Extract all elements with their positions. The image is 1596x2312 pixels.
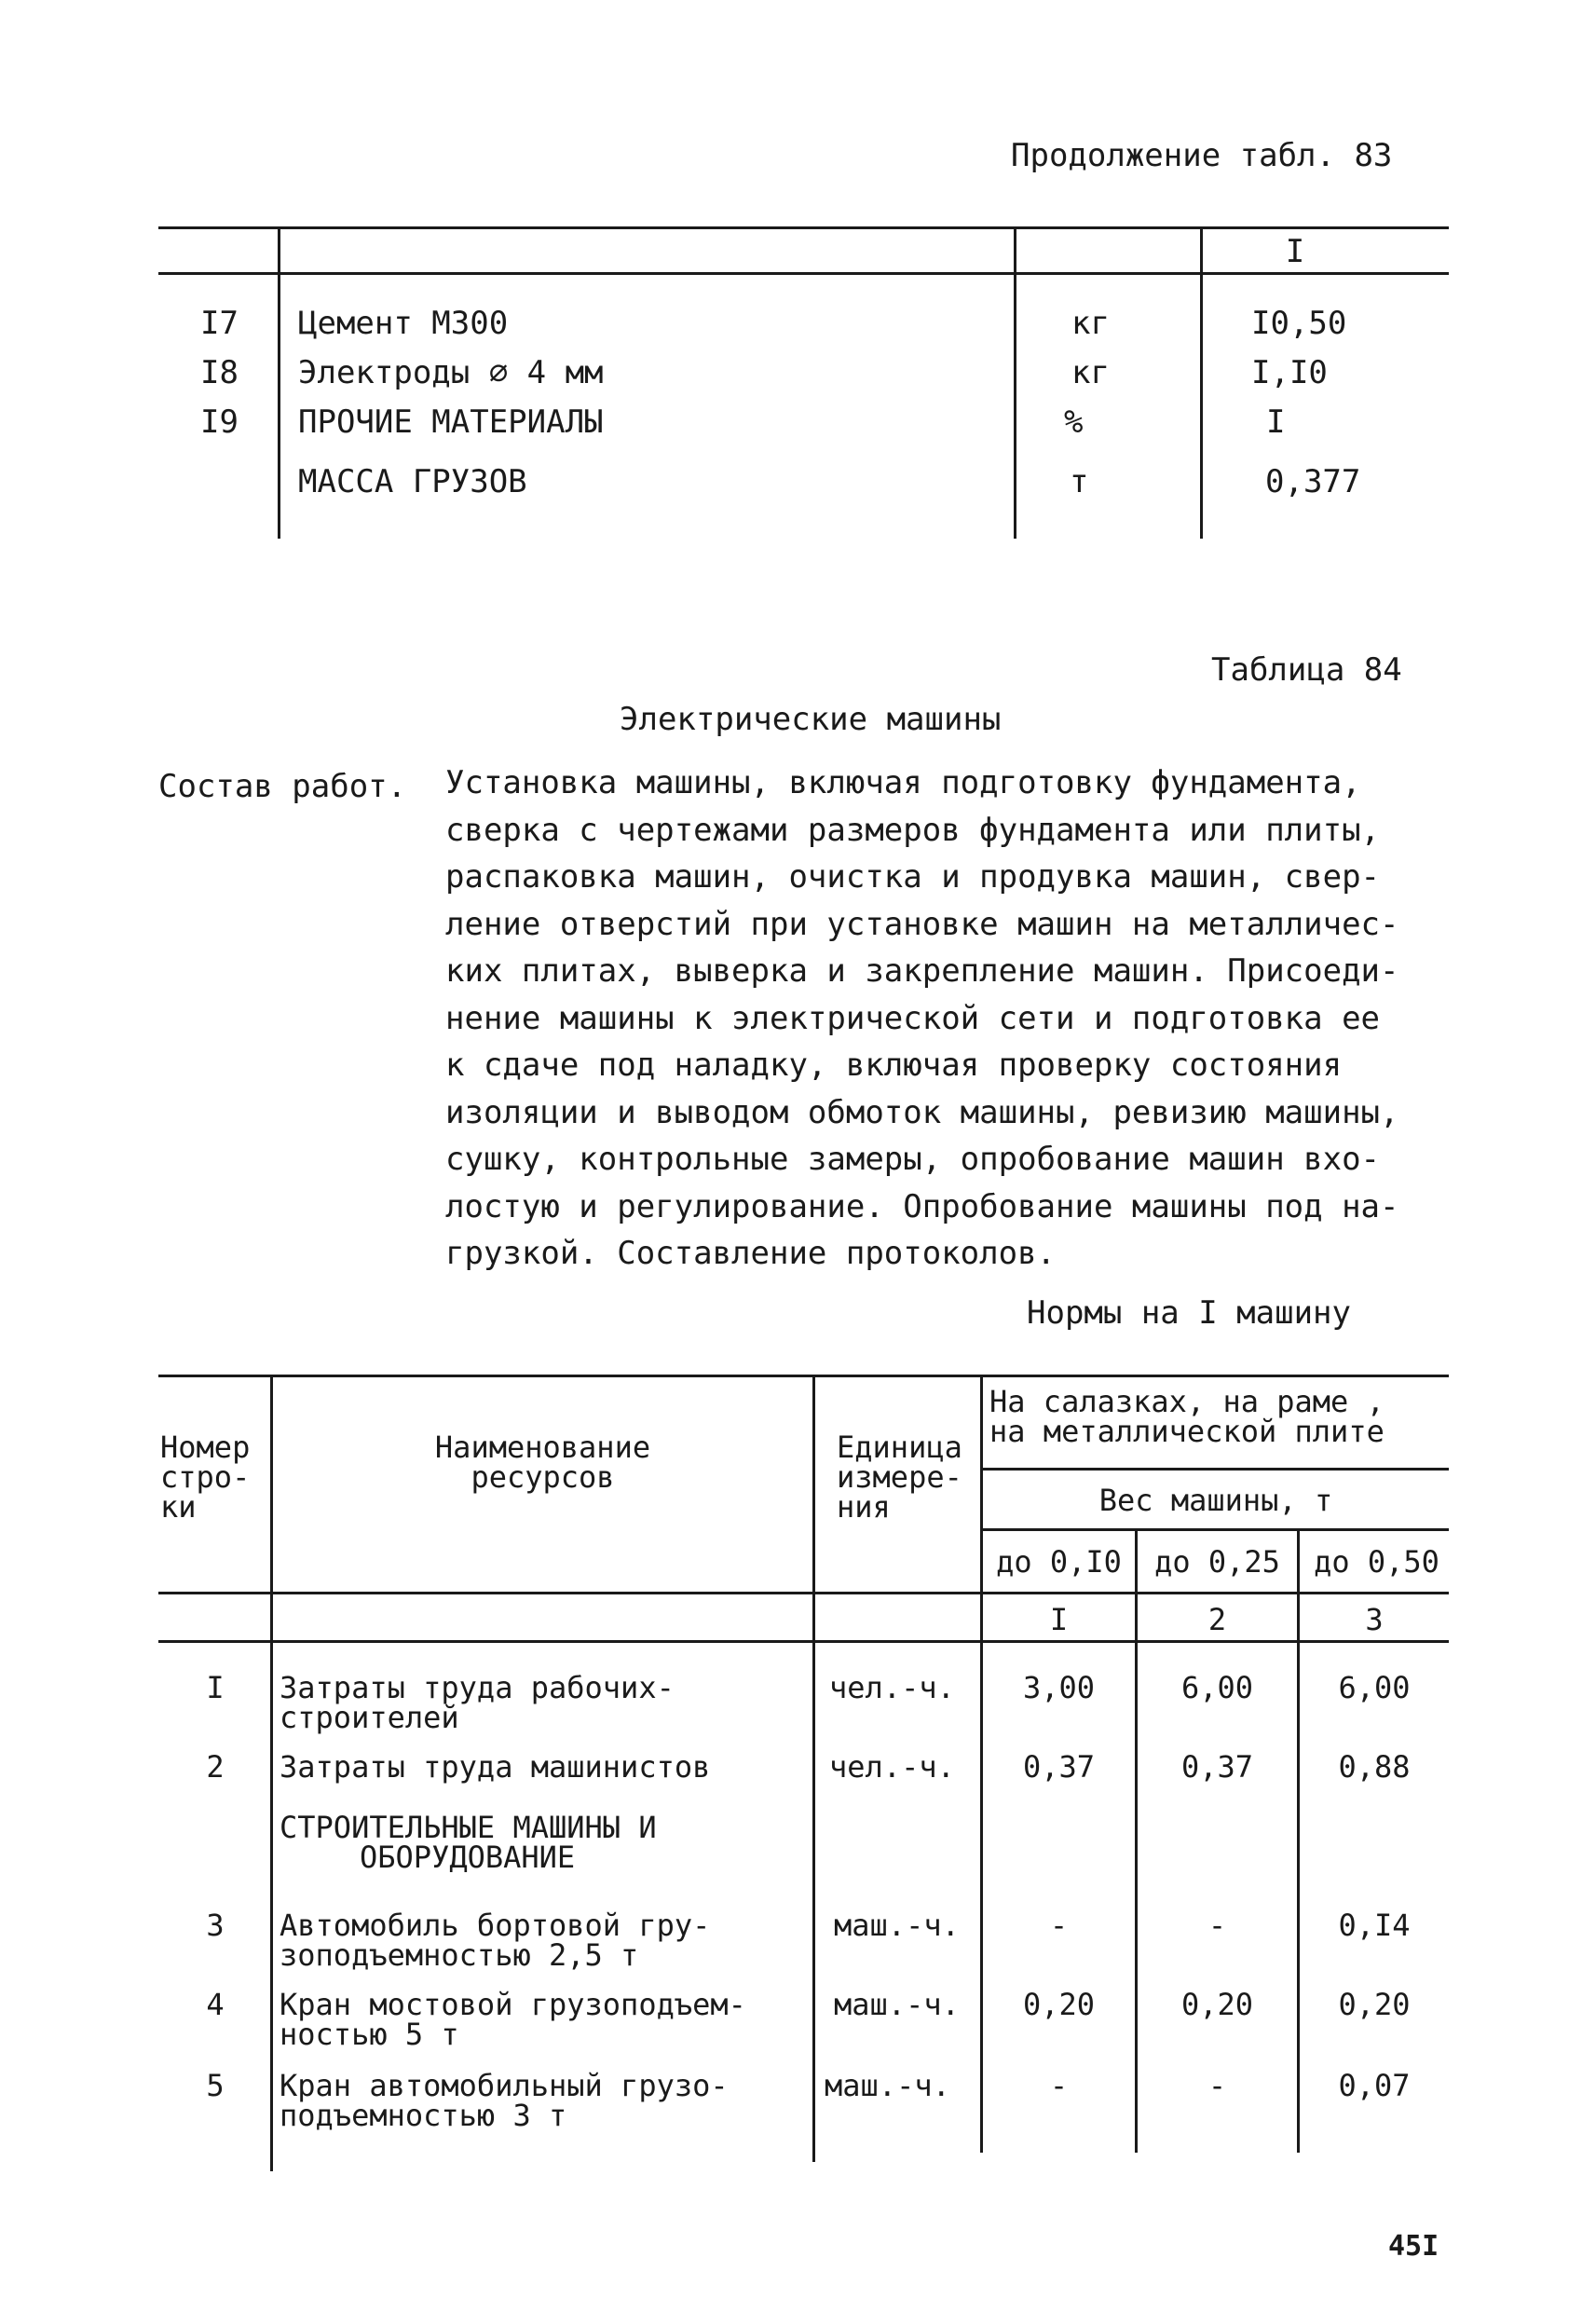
row-number: I	[206, 1670, 225, 1705]
value-col-1: -	[1049, 1908, 1069, 1943]
unit: маш.-ч.	[834, 1908, 960, 1943]
value-col-3: 0,I4	[1338, 1908, 1411, 1943]
value-col-3: 0,88	[1338, 1749, 1411, 1785]
value-col-2: 0,37	[1180, 1749, 1254, 1785]
value-col-2: 0,20	[1180, 1987, 1254, 2022]
header-line: Единица	[837, 1430, 962, 1465]
section-title	[280, 1810, 657, 1875]
table84-header-rule	[158, 1592, 1449, 1594]
resource-name	[280, 1749, 711, 1785]
row-number: 4	[206, 1987, 225, 2022]
header-weight-col: до 0,50	[1314, 1544, 1439, 1580]
resource-name-line: зоподъемностью 2,5 т	[280, 1937, 639, 1973]
value: 0,377	[1265, 463, 1361, 500]
table83-header-rule	[158, 272, 1449, 275]
column-number: 2	[1207, 1602, 1227, 1637]
resource-name-line: Кран автомобильный грузо-	[280, 2068, 729, 2103]
table84-top-rule	[158, 1375, 1449, 1377]
unit: чел.-ч.	[829, 1670, 955, 1705]
value: I0,50	[1251, 305, 1347, 342]
composition-line: сушку, контрольные замеры, опробование машин вхо-	[445, 1141, 1381, 1178]
resource-name-line: ностью 5 т	[280, 2017, 459, 2052]
table84-col-divider	[270, 1375, 273, 2171]
resource-name	[280, 1987, 746, 2052]
unit: маш.-ч.	[834, 1987, 960, 2022]
header-group	[989, 1384, 1385, 1449]
header-line: на металлической плите	[989, 1414, 1385, 1449]
table-caption: Таблица 84	[1211, 651, 1402, 689]
resource-name	[280, 2068, 729, 2133]
header-weight: Вес машины, т	[1098, 1483, 1333, 1518]
table83-col-divider	[1014, 226, 1016, 539]
resource-name-line: Затраты труда рабочих-	[280, 1670, 675, 1705]
section-title-line: ОБОРУДОВАНИЕ	[360, 1840, 576, 1875]
composition-line: Установка машины, включая подготовку фундамента,	[445, 764, 1361, 801]
table-title: Электрические машины	[620, 701, 1002, 738]
header-line: На салазках, на раме ,	[989, 1384, 1385, 1419]
composition-line: распаковка машин, очистка и продувка машин, свер-	[445, 858, 1381, 896]
composition-text	[445, 759, 1399, 1278]
composition-label: Состав работ.	[158, 768, 407, 805]
value-col-1: -	[1049, 2068, 1069, 2103]
composition-line: к сдаче под наладку, включая проверку состояния	[445, 1047, 1343, 1084]
value-col-3: 6,00	[1338, 1670, 1411, 1705]
resource-name: Цемент М300	[298, 305, 509, 342]
resource-name-line: строителей	[280, 1700, 459, 1735]
resource-name: ПРОЧИЕ МАТЕРИАЛЫ	[298, 404, 604, 441]
unit: %	[1064, 404, 1084, 441]
table83-col-divider	[1200, 226, 1203, 539]
composition-line: грузкой. Составление протоколов.	[445, 1235, 1057, 1272]
value-col-1: 0,37	[1022, 1749, 1096, 1785]
row-number: I9	[200, 404, 239, 441]
resource-name: МАССА ГРУЗОВ	[298, 463, 527, 500]
header-row-number	[160, 1430, 251, 1525]
value-col-2: 6,00	[1180, 1670, 1254, 1705]
header-line: ния	[837, 1489, 891, 1525]
resource-name-line: подъемностью 3 т	[280, 2098, 567, 2133]
norms-label: Нормы на I машину	[1027, 1294, 1351, 1332]
table83-top-rule	[158, 226, 1449, 229]
page-number: 45I	[1388, 2230, 1439, 2263]
value-col-3: 0,20	[1338, 1987, 1411, 2022]
column-number: I	[1049, 1602, 1069, 1637]
row-number: I7	[200, 305, 239, 342]
table84-col-divider	[812, 1375, 815, 2162]
row-number: 2	[206, 1749, 225, 1785]
resource-name-line: Кран мостовой грузоподъем-	[280, 1987, 746, 2022]
table84-colnum-rule	[158, 1640, 1449, 1643]
row-number: 5	[206, 2068, 225, 2103]
composition-line: нение машины к электрической сети и подготовка ее	[445, 999, 1381, 1037]
section-title-line: СТРОИТЕЛЬНЫЕ МАШИНЫ И	[280, 1810, 657, 1845]
resource-name-line: Затраты труда машинистов	[280, 1749, 711, 1785]
value-col-1: 3,00	[1022, 1670, 1096, 1705]
unit: кг	[1071, 305, 1110, 342]
unit: кг	[1071, 354, 1110, 391]
value-col-2: -	[1207, 1908, 1227, 1943]
table84-weight-cols-rule	[980, 1528, 1449, 1531]
header-unit	[837, 1430, 962, 1525]
header-line: измере-	[837, 1459, 962, 1495]
header-line: ки	[160, 1489, 197, 1525]
column-number: 3	[1365, 1602, 1384, 1637]
header-line: ресурсов	[471, 1459, 615, 1495]
resource-name	[280, 1670, 675, 1735]
composition-line: ление отверстий при установке машин на металличес-	[445, 905, 1399, 943]
resource-name	[280, 1908, 711, 1973]
value: I,I0	[1251, 354, 1328, 391]
unit: т	[1070, 463, 1089, 500]
header-line: стро-	[160, 1459, 251, 1495]
table83-col-divider	[278, 226, 280, 539]
header-line: Наименование	[434, 1430, 651, 1465]
composition-line: изоляции и выводом обмоток машины, ревизию машины,	[445, 1093, 1399, 1131]
composition-line: ких плитах, выверка и закрепление машин. Присоеди-	[445, 952, 1399, 990]
value-col-3: 0,07	[1338, 2068, 1411, 2103]
row-number: 3	[206, 1908, 225, 1943]
continuation-caption: Продолжение табл. 83	[1011, 137, 1393, 174]
composition-line: сверка с чертежами размеров фундамента или плиты,	[445, 811, 1381, 849]
header-weight-col: до 0,25	[1154, 1544, 1280, 1580]
resource-name-line: Автомобиль бортовой гру-	[280, 1908, 711, 1943]
header-line: Номер	[160, 1430, 251, 1465]
header-resource-name	[273, 1430, 812, 1495]
resource-name: Электроды ∅ 4 мм	[298, 354, 604, 391]
table84-weight-rule	[980, 1468, 1449, 1471]
value-col-2: -	[1207, 2068, 1227, 2103]
row-number: I8	[200, 354, 239, 391]
value: I	[1266, 404, 1286, 441]
table83-column-header: I	[1285, 233, 1305, 270]
composition-line: лостую и регулирование. Опробование машины под на-	[445, 1187, 1399, 1225]
value-col-1: 0,20	[1022, 1987, 1096, 2022]
header-weight-col: до 0,I0	[996, 1544, 1122, 1580]
unit: маш.-ч.	[825, 2068, 950, 2103]
unit: чел.-ч.	[829, 1749, 955, 1785]
